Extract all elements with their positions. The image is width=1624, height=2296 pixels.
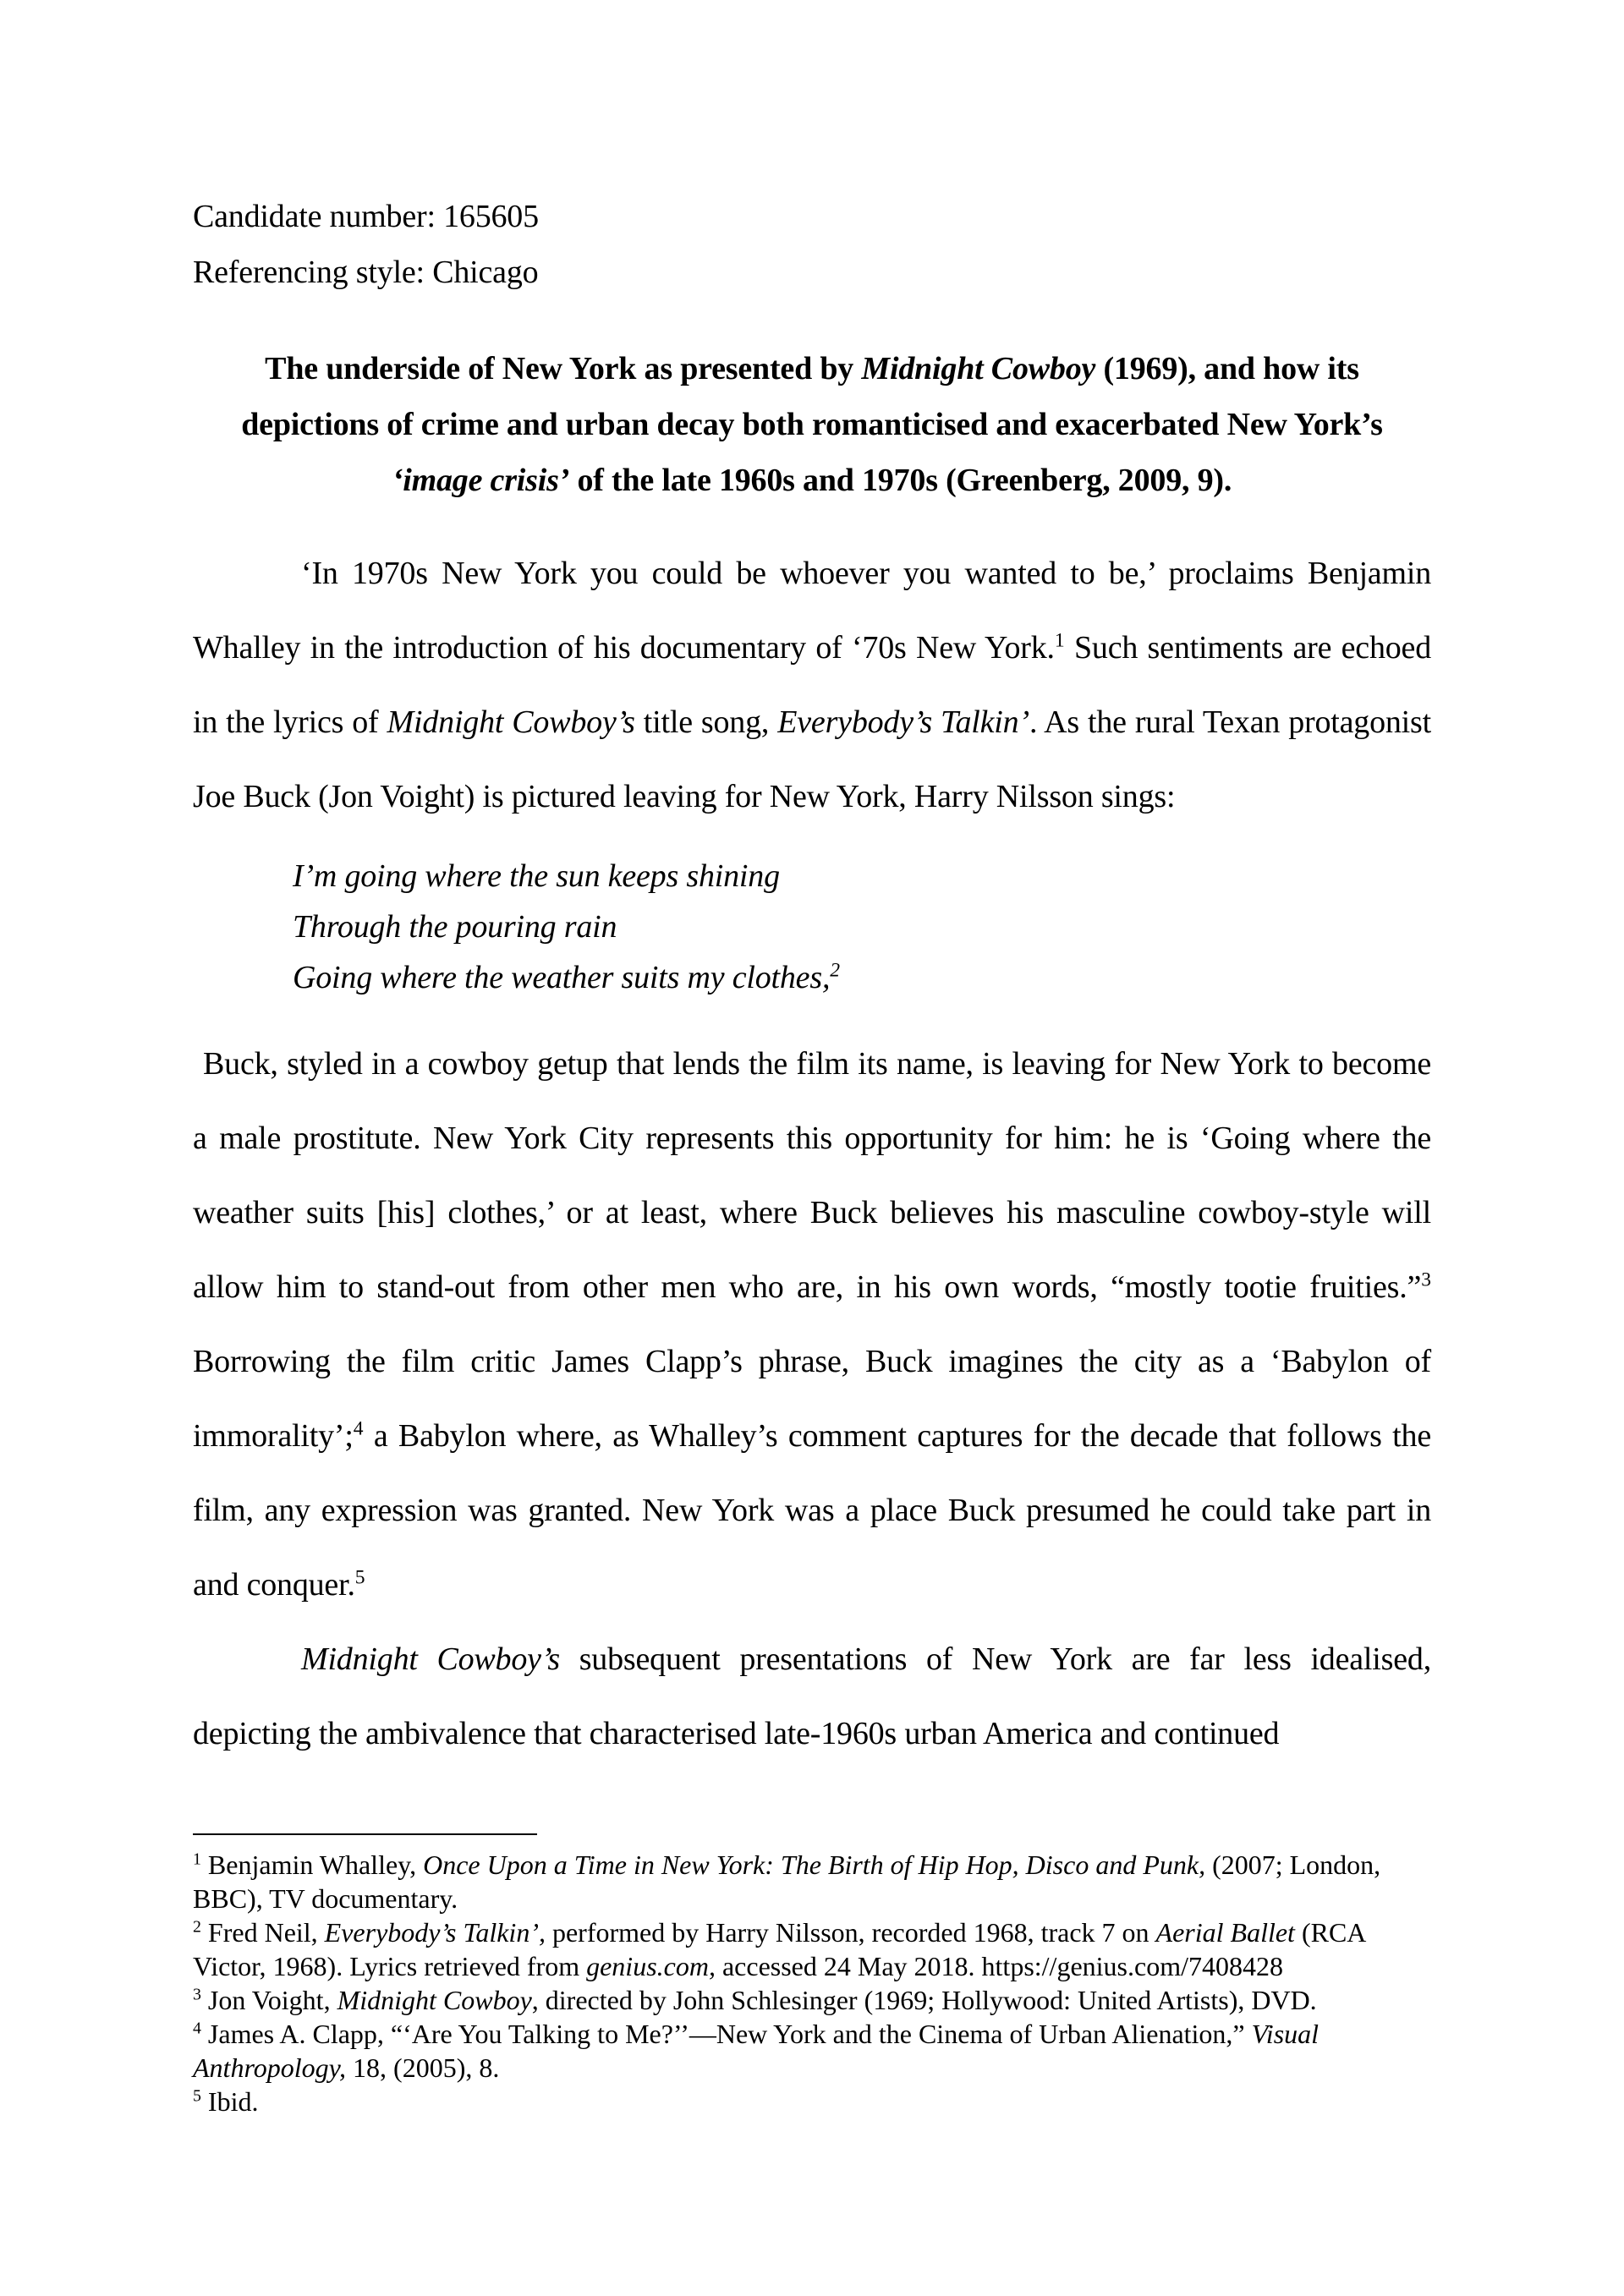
text-run: Such sentiments are echoed in the lyrics of [193, 630, 1432, 740]
footnote-5 [193, 2085, 1431, 2118]
footnote-marker: 1 [193, 1849, 201, 1869]
footnote-marker: 1 [1054, 629, 1065, 652]
footnote-marker: 5 [193, 2086, 201, 2106]
text-run: Everybody’s Talkin’, [324, 1917, 546, 1948]
footnote-marker: 2 [193, 1917, 201, 1937]
text-run: accessed 24 May 2018. https://genius.com/7408428 [715, 1951, 1283, 1981]
text-run: Aerial Ballet [1155, 1917, 1295, 1948]
text-run: Benjamin Whalley, [200, 1849, 424, 1880]
footnote-marker: 3 [193, 1985, 201, 2004]
header-info [193, 189, 1431, 300]
text-run: title song, [634, 704, 778, 740]
footnote-marker: 3 [1421, 1269, 1431, 1291]
text-run: genius.com, [586, 1951, 716, 1981]
footnote-3 [193, 1983, 1431, 2017]
footnote-4 [193, 2017, 1431, 2085]
lyrics-quote [293, 851, 1431, 1003]
text-run: Ibid. [200, 2086, 259, 2117]
text-run: . As the rural Texan protagonist Joe Buck (Jon Voight) is pictured leaving for New York, Harry Nilsson sings: [193, 704, 1431, 814]
essay-title [193, 341, 1431, 508]
text-run: Going where the weather suits my clothes, [293, 960, 831, 995]
text-run: (1969), and how its [1095, 351, 1359, 386]
paragraph-3 [193, 1622, 1431, 1771]
footnotes-section [193, 1848, 1431, 2118]
footnote-separator [193, 1833, 537, 1835]
text-run: , directed by John Schlesinger (1969; Hollywood: United Artists), DVD. [531, 1985, 1317, 2015]
text-run: 18, (2005), 8. [346, 2052, 500, 2083]
text-run: subsequent presentations of New York are far less idealised, depicting the ambivalence that characterised late-1960s urban America and continued [193, 1641, 1431, 1751]
text-run: James A. Clapp, “‘Are You Talking to Me?’’—New York and the Cinema of Urban Alienation,” [200, 2019, 1252, 2049]
text-run: Through the pouring rain [293, 909, 617, 945]
footnote-marker: 4 [193, 2019, 201, 2038]
text-run: Referencing style: Chicago [193, 255, 539, 290]
text-run: I’m going where the sun keeps shining [293, 858, 780, 894]
text-run: a Babylon where, as Whalley’s comment captures for the decade that follows the film, any expression was granted. New York was a place Buck presumed he could take part in and conquer. [193, 1418, 1431, 1603]
footnote-marker: 5 [354, 1566, 365, 1589]
text-run: Midnight Cowboy [337, 1985, 532, 2015]
text-run: ‘image crisis’ [392, 463, 570, 498]
text-run: Buck, styled in a cowboy getup that lends the film its name, is leaving for New York to become a male prostitute. New York City represents this opportunity for him: he is ‘Going where the weather suits [his] clothes,’ or at least, where Buck believes his masculine cowboy-style will allow him to stand-out from other men who are, in his own words, “mostly tootie fruities.” [193, 1046, 1431, 1305]
text-run: Fred Neil, [200, 1917, 325, 1948]
paragraph-2 [193, 1027, 1431, 1622]
text-run: (2007; London, BBC), TV documentary. [193, 1849, 1381, 1914]
text-run: Visual Anthropology, [193, 2019, 1320, 2083]
footnote-1 [193, 1848, 1431, 1915]
text-run: Jon Voight, [200, 1985, 337, 2015]
text-run: of the late 1960s and 1970s (Greenberg, 2009, 9). [569, 463, 1232, 498]
text-run: Everybody’s Talkin’ [777, 704, 1029, 740]
text-run: Midnight Cowboy’s [387, 704, 635, 740]
text-run: Midnight Cowboy’s [301, 1641, 560, 1677]
footnote-2 [193, 1915, 1431, 1983]
text-run: Midnight Cowboy [861, 351, 1096, 386]
footnote-marker: 2 [830, 959, 841, 982]
text-run: Candidate number: 165605 [193, 199, 539, 234]
text-run: Once Upon a Time in New York: The Birth of Hip Hop, Disco and Punk, [423, 1849, 1206, 1880]
text-run: ‘In 1970s New York you could be whoever you wanted to be,’ proclaims Benjamin Whalley in the introduction of his documentary of ‘70s New York. [193, 556, 1431, 666]
text-run: (RCA Victor, 1968). Lyrics retrieved from [193, 1917, 1365, 1981]
paragraph-1 [193, 536, 1431, 834]
text-run: performed by Harry Nilsson, recorded 1968, track 7 on [545, 1917, 1156, 1948]
text-run: Borrowing the film critic James Clapp’s phrase, Buck imagines the city as a ‘Babylon of immorality’; [193, 1344, 1431, 1454]
essay-body [193, 189, 1431, 1771]
footnote-marker: 4 [353, 1417, 364, 1440]
text-run: The underside of New York as presented by [265, 351, 862, 386]
text-run: depictions of crime and urban decay both romanticised and exacerbated New York’s [241, 407, 1383, 442]
